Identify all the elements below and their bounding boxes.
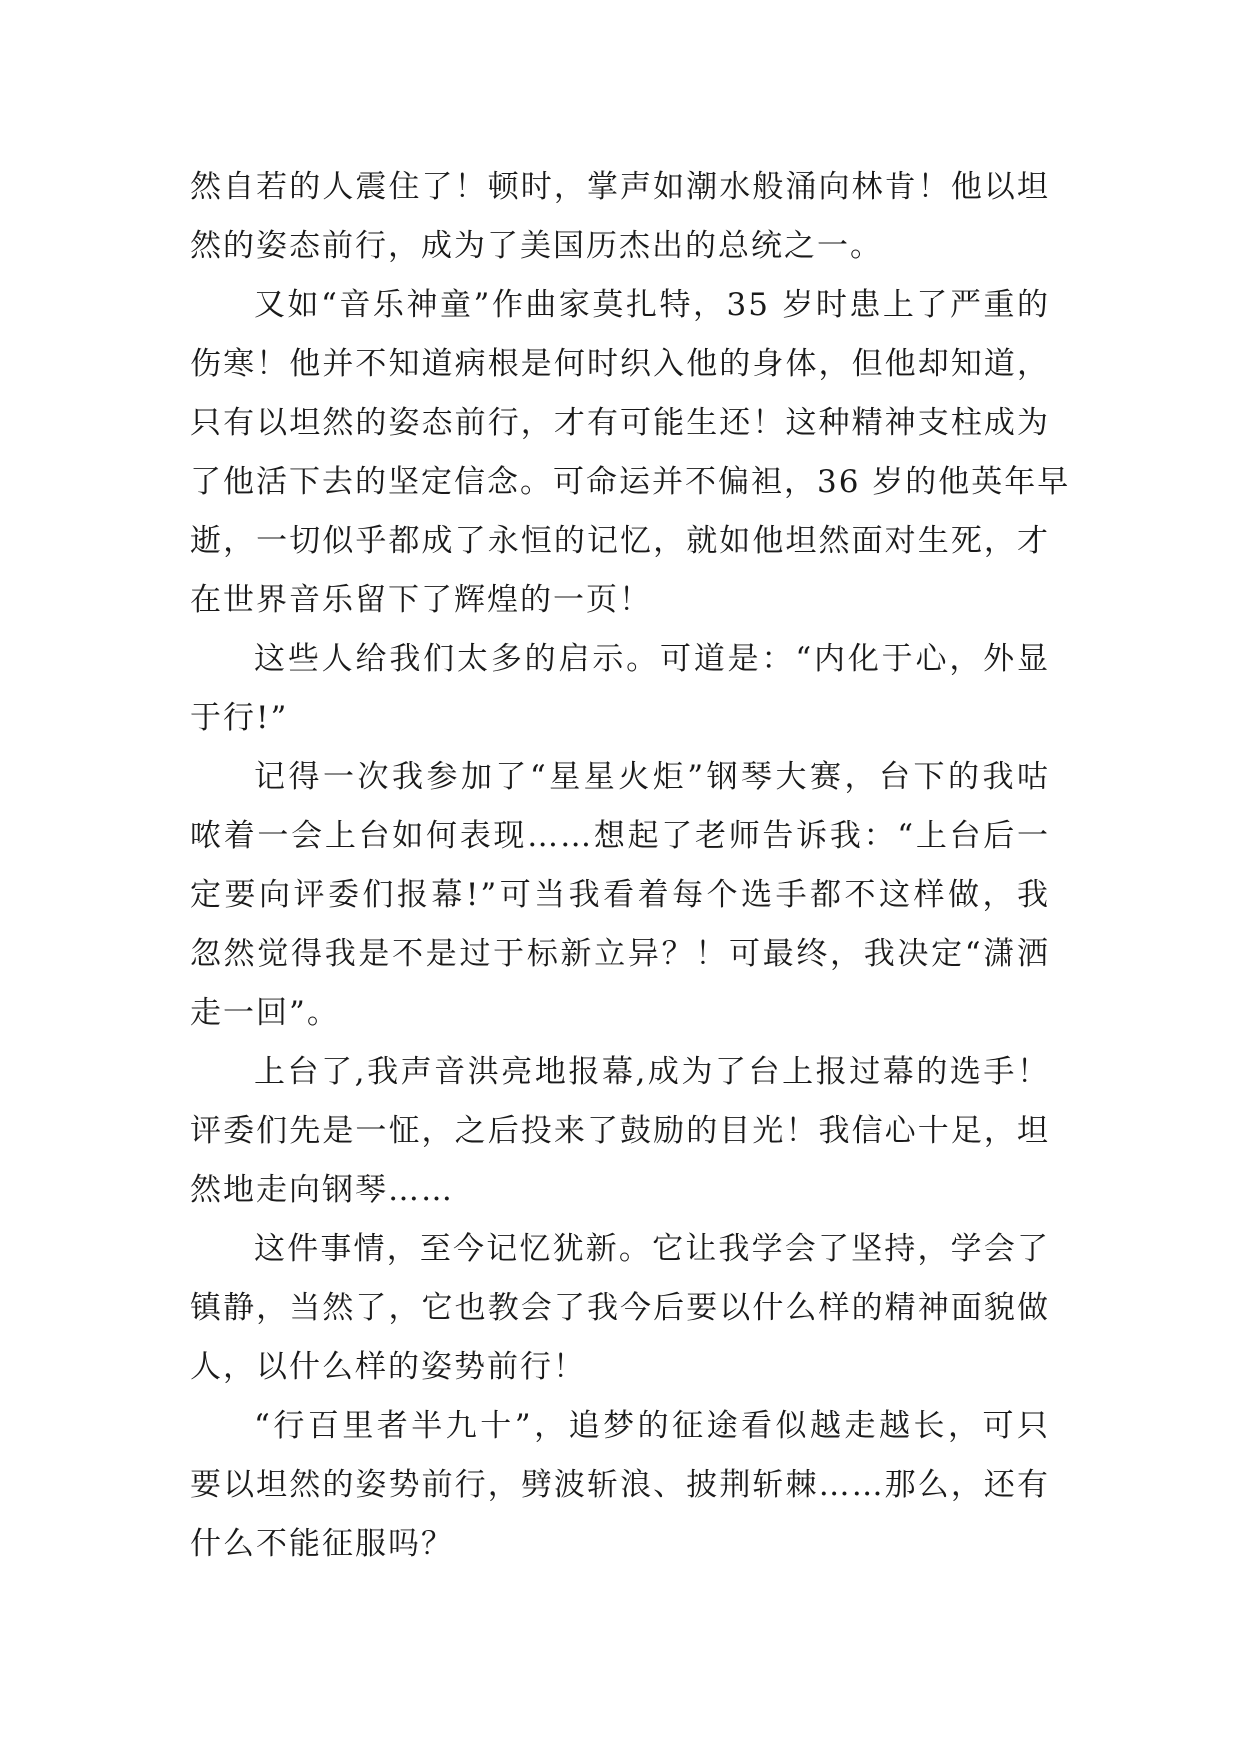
text-line: 记得一次我参加了“星星火炬”钢琴大赛，台下的我咕 <box>254 759 1050 795</box>
paragraph <box>190 276 1071 630</box>
text-line: 要以坦然的姿势前行，劈波斩浪、披荆斩棘……那么，还有 <box>190 1467 1050 1503</box>
paragraph <box>190 748 1050 1043</box>
paragraph <box>190 1220 1050 1397</box>
text-line: 镇静，当然了，它也教会了我今后要以什么样的精神面貌做 <box>190 1290 1050 1326</box>
text-line: 定要向评委们报幕!”可当我看着每个选手都不这样做，我 <box>190 877 1050 913</box>
text-line: 伤寒！他并不知道病根是何时织入他的身体，但他却知道， <box>190 346 1050 382</box>
text-line: 于行!” <box>190 700 289 736</box>
text-line: 人，以什么样的姿势前行！ <box>190 1349 586 1385</box>
text-line: 只有以坦然的姿态前行，才有可能生还！这种精神支柱成为 <box>190 405 1050 441</box>
text-line: 在世界音乐留下了辉煌的一页！ <box>190 582 652 618</box>
paragraph <box>190 158 1050 276</box>
text-line: 忽然觉得我是不是过于标新立异？！可最终，我决定“潇洒 <box>190 936 1050 972</box>
text-line: 哝着一会上台如何表现……想起了老师告诉我：“上台后一 <box>190 818 1050 854</box>
text-line: 什么不能征服吗？ <box>190 1526 454 1562</box>
text-line: 又如“音乐神童”作曲家莫扎特，35 岁时患上了严重的 <box>254 287 1050 323</box>
text-line: 上台了,我声音洪亮地报幕,成为了台上报过幕的选手！ <box>254 1054 1050 1090</box>
text-line: 逝，一切似乎都成了永恒的记忆，就如他坦然面对生死，才 <box>190 523 1050 559</box>
text-line: 了他活下去的坚定信念。可命运并不偏袒，36 岁的他英年早 <box>190 464 1071 500</box>
text-line: 评委们先是一怔，之后投来了鼓励的目光！我信心十足，坦 <box>190 1113 1050 1149</box>
text-line: 这件事情，至今记忆犹新。它让我学会了坚持，学会了 <box>254 1231 1050 1267</box>
text-line: 这些人给我们太多的启示。可道是：“内化于心，外显 <box>254 641 1050 677</box>
text-line: 然的姿态前行，成为了美国历杰出的总统之一。 <box>190 228 883 264</box>
text-line: 走一回”。 <box>190 995 340 1031</box>
document-body <box>190 158 1071 1574</box>
text-line: “行百里者半九十”，追梦的征途看似越走越长，可只 <box>254 1408 1050 1444</box>
text-line: 然自若的人震住了！顿时，掌声如潮水般涌向林肯！他以坦 <box>190 169 1050 205</box>
paragraph <box>190 1397 1050 1574</box>
paragraph <box>190 1043 1050 1220</box>
text-line: 然地走向钢琴…… <box>190 1172 454 1208</box>
paragraph <box>190 630 1050 748</box>
